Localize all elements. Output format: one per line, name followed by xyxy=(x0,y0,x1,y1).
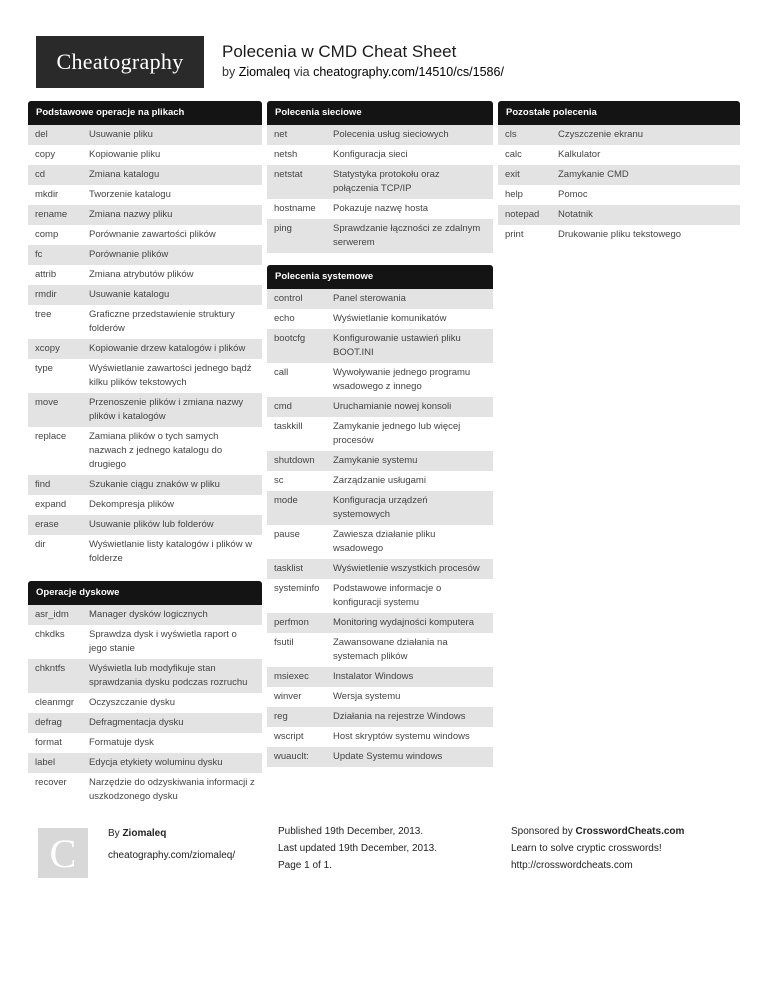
table-row xyxy=(498,205,740,225)
command-name: print xyxy=(505,229,524,240)
command-name: expand xyxy=(35,499,67,510)
table-row xyxy=(498,145,740,165)
cheatography-c-logo xyxy=(38,828,88,878)
table-row xyxy=(28,145,262,165)
command-name: erase xyxy=(35,519,59,530)
table-row xyxy=(28,393,262,427)
command-description: Zmiana nazwy pliku xyxy=(89,209,173,220)
table-row xyxy=(28,285,262,305)
command-description: Szukanie ciągu znaków w pliku xyxy=(89,479,220,490)
cheatography-logo[interactable] xyxy=(36,36,204,88)
table-row xyxy=(28,165,262,185)
command-description: Porównanie zawartości plików xyxy=(89,229,216,240)
column-3 xyxy=(498,101,740,245)
command-name: del xyxy=(35,129,48,140)
command-description: Formatuje dysk xyxy=(89,737,154,748)
command-description: Wyświetlanie komunikatów xyxy=(333,313,447,324)
command-description: Zarządzanie usługami xyxy=(333,475,426,486)
command-name: help xyxy=(505,189,523,200)
footer-by-label: By xyxy=(108,828,120,839)
command-description: Kopiowanie drzew katalogów i plików xyxy=(89,343,246,354)
table-row xyxy=(267,363,493,397)
command-description: Wywoływanie jednego programu wsadowego z innego xyxy=(333,367,471,392)
column-2 xyxy=(267,101,493,767)
command-name: exit xyxy=(505,169,520,180)
command-description: Dekompresja plików xyxy=(89,499,175,510)
command-name: bootcfg xyxy=(274,333,306,344)
section-rows xyxy=(267,289,493,767)
sponsor-url[interactable]: http://crosswordcheats.com xyxy=(511,860,633,871)
footer-author xyxy=(108,823,235,867)
table-row xyxy=(28,605,262,625)
section-rows xyxy=(28,125,262,569)
table-row xyxy=(267,397,493,417)
command-description: Instalator Windows xyxy=(333,671,414,682)
command-description: Pomoc xyxy=(558,189,588,200)
table-row xyxy=(267,329,493,363)
command-name: netsh xyxy=(274,149,298,160)
table-row xyxy=(267,165,493,199)
section-title: Operacje dyskowe xyxy=(28,581,262,605)
command-description: Działania na rejestrze Windows xyxy=(333,711,466,722)
command-name: tasklist xyxy=(274,563,304,574)
command-name: netstat xyxy=(274,169,303,180)
table-row xyxy=(28,773,262,807)
command-description: Czyszczenie ekranu xyxy=(558,129,644,140)
table-row xyxy=(498,125,740,145)
command-description: Edycja etykiety woluminu dysku xyxy=(89,757,223,768)
command-description: Manager dysków logicznych xyxy=(89,609,208,620)
command-description: Panel sterowania xyxy=(333,293,406,304)
section-title: Podstawowe operacje na plikach xyxy=(28,101,262,125)
command-description: Polecenia usług sieciowych xyxy=(333,129,449,140)
by-label: by xyxy=(222,65,236,79)
command-description: Usuwanie katalogu xyxy=(89,289,170,300)
section-title: Polecenia systemowe xyxy=(267,265,493,289)
column-1 xyxy=(28,101,262,807)
table-row xyxy=(267,747,493,767)
table-row xyxy=(28,733,262,753)
command-name: move xyxy=(35,397,59,408)
command-name: mode xyxy=(274,495,298,506)
section-rows xyxy=(267,125,493,253)
command-description: Zamykanie jednego lub więcej procesów xyxy=(333,421,461,446)
table-row xyxy=(267,687,493,707)
command-name: comp xyxy=(35,229,59,240)
sponsor-link[interactable]: CrosswordCheats.com xyxy=(575,826,685,837)
updated-date: Last updated 19th December, 2013. xyxy=(278,843,438,854)
command-name: msiexec xyxy=(274,671,309,682)
table-row xyxy=(267,667,493,687)
published-date: Published 19th December, 2013. xyxy=(278,826,424,837)
command-description: Wyświetla lub modyfikuje stan sprawdzania dysku podczas rozruchu xyxy=(89,663,248,688)
via-label: via xyxy=(293,65,310,79)
section-rows xyxy=(28,605,262,807)
command-name: net xyxy=(274,129,288,140)
footer-author-url[interactable]: cheatography.com/ziomaleq/ xyxy=(108,850,236,861)
command-description: Tworzenie katalogu xyxy=(89,189,171,200)
command-description: Usuwanie plików lub folderów xyxy=(89,519,214,530)
command-name: type xyxy=(35,363,53,374)
table-row xyxy=(28,245,262,265)
command-description: Oczyszczanie dysku xyxy=(89,697,176,708)
command-name: wscript xyxy=(274,731,304,742)
table-row xyxy=(28,659,262,693)
table-row xyxy=(267,707,493,727)
table-row xyxy=(267,613,493,633)
table-row xyxy=(267,579,493,613)
table-row xyxy=(267,451,493,471)
command-description: Sprawdzanie łączności ze zdalnym serwerem xyxy=(333,223,481,248)
table-row xyxy=(28,427,262,475)
command-name: fc xyxy=(35,249,43,260)
command-description: Kopiowanie pliku xyxy=(89,149,161,160)
table-row xyxy=(267,199,493,219)
command-description: Host skryptów systemu windows xyxy=(333,731,470,742)
table-row xyxy=(267,471,493,491)
command-name: cmd xyxy=(274,401,292,412)
command-name: call xyxy=(274,367,289,378)
command-description: Usuwanie pliku xyxy=(89,129,153,140)
command-description: Przenoszenie plików i zmiana nazwy plików i katalogów xyxy=(89,397,244,422)
footer-dates xyxy=(278,823,437,874)
table-row xyxy=(498,225,740,245)
command-description: Wersja systemu xyxy=(333,691,401,702)
table-row xyxy=(28,713,262,733)
table-row xyxy=(28,205,262,225)
logo-text: Cheatography xyxy=(56,49,184,74)
sponsor-tagline: Learn to solve cryptic crosswords! xyxy=(511,843,662,854)
command-name: ping xyxy=(274,223,292,234)
table-row xyxy=(28,495,262,515)
section-disk-ops xyxy=(28,581,262,807)
footer xyxy=(28,823,740,903)
command-description: Defragmentacja dysku xyxy=(89,717,184,728)
table-row xyxy=(267,125,493,145)
sheet-url-link[interactable]: cheatography.com/14510/cs/1586/ xyxy=(313,65,504,79)
table-row xyxy=(267,145,493,165)
command-description: Konfiguracja urządzeń systemowych xyxy=(333,495,428,520)
command-description: Pokazuje nazwę hosta xyxy=(333,203,429,214)
command-name: systeminfo xyxy=(274,583,320,594)
command-description: Kalkulator xyxy=(558,149,601,160)
command-description: Wyświetlanie listy katalogów i plików w folderze xyxy=(89,539,253,564)
command-description: Zmiana katalogu xyxy=(89,169,160,180)
table-row xyxy=(267,219,493,253)
table-row xyxy=(28,475,262,495)
command-name: dir xyxy=(35,539,46,550)
section-system xyxy=(267,265,493,767)
command-name: tree xyxy=(35,309,52,320)
footer-author-link[interactable]: Ziomaleq xyxy=(122,828,167,839)
command-name: replace xyxy=(35,431,67,442)
logo-letter: C xyxy=(49,830,77,876)
table-row xyxy=(28,225,262,245)
command-name: fsutil xyxy=(274,637,294,648)
command-name: mkdir xyxy=(35,189,59,200)
command-name: rename xyxy=(35,209,68,220)
command-name: taskkill xyxy=(274,421,303,432)
section-rows xyxy=(498,125,740,245)
command-description: Wyświetlenie wszystkich procesów xyxy=(333,563,480,574)
command-description: Narzędzie do odzyskiwania informacji z uszkodzonego dysku xyxy=(89,777,255,802)
section-other xyxy=(498,101,740,245)
section-basic-files xyxy=(28,101,262,569)
command-name: format xyxy=(35,737,62,748)
command-name: defrag xyxy=(35,717,62,728)
section-network xyxy=(267,101,493,253)
command-description: Porównanie plików xyxy=(89,249,169,260)
section-title: Pozostałe polecenia xyxy=(498,101,740,125)
table-row xyxy=(267,491,493,525)
command-name: control xyxy=(274,293,303,304)
table-row xyxy=(28,339,262,359)
command-description: Drukowanie pliku tekstowego xyxy=(558,229,682,240)
command-description: Zawiesza działanie pliku wsadowego xyxy=(333,529,436,554)
command-description: Update Systemu windows xyxy=(333,751,443,762)
table-row xyxy=(267,559,493,579)
command-name: recover xyxy=(35,777,67,788)
command-description: Zawansowane działania na systemach plików xyxy=(333,637,448,662)
table-row xyxy=(28,535,262,569)
page-title: Polecenia w CMD Cheat Sheet xyxy=(222,42,457,61)
command-name: chkntfs xyxy=(35,663,66,674)
table-row xyxy=(267,633,493,667)
command-description: Monitoring wydajności komputera xyxy=(333,617,474,628)
command-description: Wyświetlanie zawartości jednego bądź kilku plików tekstowych xyxy=(89,363,252,388)
table-row xyxy=(267,727,493,747)
command-description: Zamykanie CMD xyxy=(558,169,629,180)
command-name: attrib xyxy=(35,269,57,280)
command-name: copy xyxy=(35,149,56,160)
command-description: Konfiguracja sieci xyxy=(333,149,408,160)
command-description: Graficzne przedstawienie struktury folderów xyxy=(89,309,235,334)
command-name: cleanmgr xyxy=(35,697,75,708)
table-row xyxy=(28,753,262,773)
command-name: winver xyxy=(274,691,302,702)
page-subtitle xyxy=(222,65,504,79)
command-name: rmdir xyxy=(35,289,57,300)
table-row xyxy=(28,265,262,285)
command-description: Zamykanie systemu xyxy=(333,455,418,466)
command-name: xcopy xyxy=(35,343,60,354)
command-description: Statystyka protokołu oraz połączenia TCP/IP xyxy=(333,169,440,194)
table-row xyxy=(267,289,493,309)
table-row xyxy=(28,625,262,659)
command-name: asr_idm xyxy=(35,609,69,620)
command-name: label xyxy=(35,757,56,768)
section-title: Polecenia sieciowe xyxy=(267,101,493,125)
table-row xyxy=(267,417,493,451)
command-description: Sprawdza dysk i wyświetla raport o jego stanie xyxy=(89,629,237,654)
command-name: wuauclt: xyxy=(274,751,309,762)
command-description: Notatnik xyxy=(558,209,593,220)
command-name: shutdown xyxy=(274,455,315,466)
table-row xyxy=(267,525,493,559)
table-row xyxy=(28,359,262,393)
command-description: Konfigurowanie ustawień pliku BOOT.INI xyxy=(333,333,461,358)
sponsored-label: Sponsored by xyxy=(511,826,573,837)
table-row xyxy=(498,185,740,205)
table-row xyxy=(498,165,740,185)
page-count: Page 1 of 1. xyxy=(278,860,332,871)
command-name: echo xyxy=(274,313,295,324)
command-description: Uruchamianie nowej konsoli xyxy=(333,401,452,412)
command-name: hostname xyxy=(274,203,316,214)
table-row xyxy=(28,515,262,535)
command-name: reg xyxy=(274,711,288,722)
command-name: pause xyxy=(274,529,300,540)
author-link[interactable]: Ziomaleq xyxy=(238,65,291,79)
command-name: cd xyxy=(35,169,46,180)
command-name: notepad xyxy=(505,209,540,220)
table-row xyxy=(267,309,493,329)
table-row xyxy=(28,305,262,339)
command-description: Zmiana atrybutów plików xyxy=(89,269,194,280)
command-description: Podstawowe informacje o konfiguracji systemu xyxy=(333,583,442,608)
command-name: sc xyxy=(274,475,284,486)
footer-sponsor xyxy=(511,823,684,874)
command-description: Zamiana plików o tych samych nazwach z jednego katalogu do drugiego xyxy=(89,431,223,470)
table-row xyxy=(28,185,262,205)
command-name: calc xyxy=(505,149,522,160)
command-name: find xyxy=(35,479,51,490)
command-name: cls xyxy=(505,129,517,140)
table-row xyxy=(28,693,262,713)
command-name: perfmon xyxy=(274,617,309,628)
table-row xyxy=(28,125,262,145)
command-name: chkdks xyxy=(35,629,65,640)
